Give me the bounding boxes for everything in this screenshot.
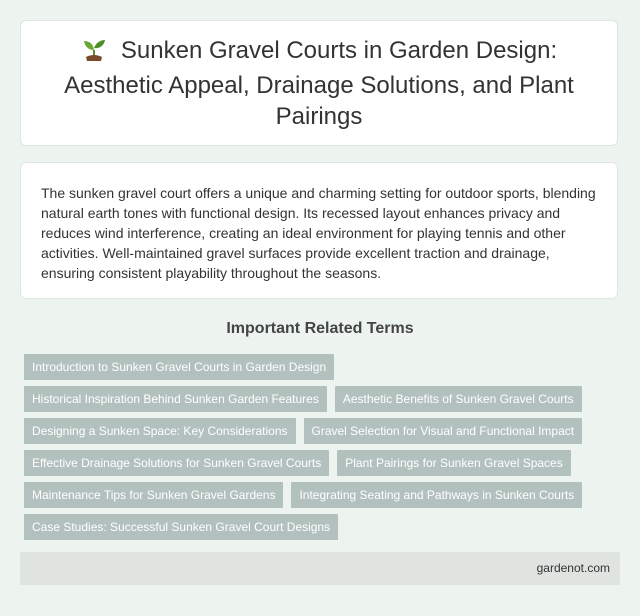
site-link[interactable]: gardenot.com [536, 561, 610, 575]
title-card [20, 20, 618, 146]
seedling-icon [81, 36, 107, 70]
term-tag[interactable]: Maintenance Tips for Sunken Gravel Gardens [24, 482, 283, 508]
tag-row [20, 448, 620, 480]
tag-row [20, 352, 620, 384]
related-terms-list [20, 352, 620, 544]
tag-row [20, 480, 620, 512]
page-title [21, 35, 617, 132]
term-tag[interactable]: Plant Pairings for Sunken Gravel Spaces [337, 450, 570, 476]
term-tag[interactable]: Aesthetic Benefits of Sunken Gravel Courts [335, 386, 582, 412]
tag-row [20, 512, 620, 544]
term-tag[interactable]: Gravel Selection for Visual and Functional Impact [304, 418, 583, 444]
term-tag[interactable]: Case Studies: Successful Sunken Gravel Court Designs [24, 514, 338, 540]
related-terms-heading: Important Related Terms [226, 320, 414, 337]
intro-card [20, 162, 618, 299]
tag-row [20, 416, 620, 448]
footer [20, 552, 620, 585]
tag-row [20, 384, 620, 416]
term-tag[interactable]: Designing a Sunken Space: Key Considerations [24, 418, 296, 444]
term-tag[interactable]: Historical Inspiration Behind Sunken Garden Features [24, 386, 327, 412]
intro-paragraph: The sunken gravel court offers a unique and charming setting for outdoor sports, blending natural earth tones with functional design. Its recessed layout enhances privacy and reduces wind interference, creating an ideal environment for playing tennis and other activities. Well-maintained gravel surfaces provide excellent traction and drainage, ensuring consistent playability throughout the seasons. [41, 185, 596, 281]
page-title-text: Sunken Gravel Courts in Garden Design: Aesthetic Appeal, Drainage Solutions, and Plant Pairings [64, 36, 574, 130]
term-tag[interactable]: Integrating Seating and Pathways in Sunken Courts [291, 482, 582, 508]
term-tag[interactable]: Effective Drainage Solutions for Sunken Gravel Courts [24, 450, 329, 476]
term-tag[interactable]: Introduction to Sunken Gravel Courts in Garden Design [24, 354, 334, 380]
